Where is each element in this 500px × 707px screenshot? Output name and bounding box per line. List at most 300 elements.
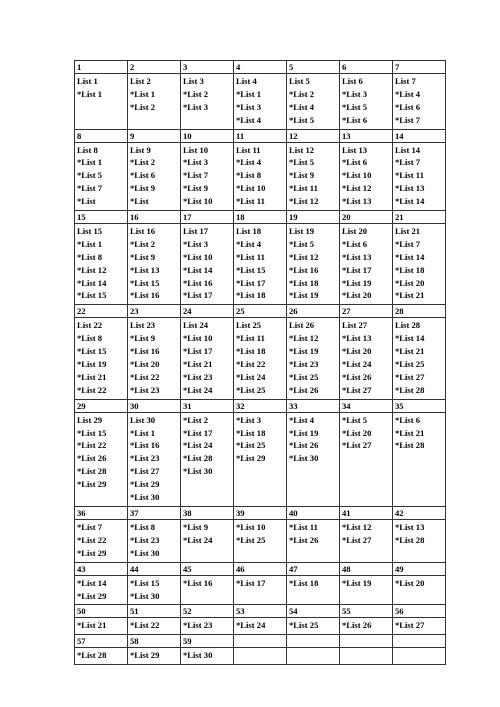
list-entry: *List 5 bbox=[289, 114, 315, 125]
list-entry: List 27 bbox=[342, 320, 368, 331]
list-entry: *List 25 bbox=[236, 440, 266, 451]
cell-number: 34 bbox=[340, 399, 393, 412]
cell-number: 4 bbox=[234, 61, 287, 74]
list-entry: *List 26 bbox=[77, 453, 107, 464]
list-entry: *List 26 bbox=[342, 620, 372, 631]
list-cell bbox=[393, 224, 446, 305]
list-entry: *List 12 bbox=[342, 521, 372, 532]
list-cell bbox=[393, 575, 446, 605]
list-cell bbox=[340, 74, 393, 130]
cell-number: 15 bbox=[75, 211, 128, 224]
list-entry: *List 14 bbox=[77, 277, 107, 288]
list-cell bbox=[181, 618, 234, 635]
list-cell bbox=[287, 519, 340, 562]
list-entry: *List 9 bbox=[183, 521, 209, 532]
list-row bbox=[75, 648, 446, 665]
cell-number: 11 bbox=[234, 129, 287, 142]
list-entry: *List 29 bbox=[77, 547, 107, 558]
list-entry: *List 21 bbox=[395, 427, 425, 438]
list-cell bbox=[287, 318, 340, 399]
list-entry: *List 11 bbox=[236, 196, 265, 207]
list-entry: *List 12 bbox=[289, 196, 319, 207]
list-entry: *List 12 bbox=[289, 333, 319, 344]
list-entry: *List 26 bbox=[289, 534, 319, 545]
list-entry: *List 19 bbox=[289, 346, 319, 357]
list-entry: *List 27 bbox=[342, 440, 372, 451]
list-entry: *List 16 bbox=[183, 577, 213, 588]
number-row bbox=[75, 61, 446, 74]
list-entry: List 17 bbox=[183, 226, 209, 237]
list-entry: *List 27 bbox=[342, 534, 372, 545]
list-cell bbox=[128, 519, 181, 562]
list-entry: *List 26 bbox=[289, 440, 319, 451]
list-entry: *List 12 bbox=[289, 251, 319, 262]
cell-number: 41 bbox=[340, 506, 393, 519]
list-entry: *List 21 bbox=[77, 620, 107, 631]
list-entry: *List 8 bbox=[77, 251, 103, 262]
list-cell bbox=[234, 618, 287, 635]
list-entry: *List 24 bbox=[342, 359, 372, 370]
list-entry: *List 5 bbox=[342, 101, 368, 112]
list-cell bbox=[340, 575, 393, 605]
list-cell bbox=[340, 318, 393, 399]
list-entry: *List 2 bbox=[130, 157, 156, 168]
list-cell bbox=[75, 519, 128, 562]
list-entry: *List 7 bbox=[395, 238, 421, 249]
list-entry: *List 4 bbox=[236, 114, 262, 125]
cell-number: 7 bbox=[393, 61, 446, 74]
list-cell bbox=[234, 74, 287, 130]
list-cell bbox=[75, 648, 128, 665]
list-cell bbox=[75, 618, 128, 635]
list-entry: *List 19 bbox=[289, 427, 319, 438]
list-entry: *List 4 bbox=[289, 414, 315, 425]
list-entry: *List 14 bbox=[395, 333, 425, 344]
list-entry: *List 2 bbox=[183, 414, 209, 425]
list-entry: *List 19 bbox=[77, 359, 107, 370]
list-cell bbox=[393, 412, 446, 506]
list-entry: *List 13 bbox=[342, 196, 372, 207]
list-row bbox=[75, 618, 446, 635]
list-row bbox=[75, 74, 446, 130]
list-entry: List 7 bbox=[395, 76, 416, 86]
list-entry: *List 16 bbox=[183, 277, 213, 288]
list-entry: *List 17 bbox=[183, 427, 213, 438]
cell-number bbox=[234, 635, 287, 648]
cell-number: 9 bbox=[128, 129, 181, 142]
list-entry: *List 29 bbox=[130, 479, 160, 490]
list-cell bbox=[128, 575, 181, 605]
list-entry: *List 30 bbox=[130, 590, 160, 601]
list-cell bbox=[75, 142, 128, 210]
list-entry: *List 17 bbox=[183, 290, 213, 301]
list-cell bbox=[128, 648, 181, 665]
list-entry: *List 20 bbox=[342, 290, 372, 301]
list-entry: *List 18 bbox=[395, 264, 425, 275]
list-entry: *List 9 bbox=[130, 333, 156, 344]
cell-number: 8 bbox=[75, 129, 128, 142]
list-entry: List 1 bbox=[77, 76, 98, 86]
list-entry: *List 18 bbox=[236, 346, 266, 357]
list-entry: List 4 bbox=[236, 76, 257, 86]
cell-number: 35 bbox=[393, 399, 446, 412]
list-entry: *List 18 bbox=[236, 290, 266, 301]
list-entry: *List 29 bbox=[77, 479, 107, 490]
list-entry: *List 20 bbox=[130, 359, 160, 370]
list-entry: *List 15 bbox=[77, 427, 107, 438]
cell-number: 23 bbox=[128, 305, 181, 318]
list-entry: *List 22 bbox=[130, 620, 160, 631]
cell-number: 45 bbox=[181, 562, 234, 575]
number-row bbox=[75, 605, 446, 618]
list-entry: *List 11 bbox=[236, 333, 265, 344]
cell-number bbox=[340, 635, 393, 648]
list-entry: *List 10 bbox=[183, 251, 213, 262]
list-entry: *List 30 bbox=[130, 492, 160, 503]
list-entry: *List 28 bbox=[395, 534, 425, 545]
list-cell bbox=[287, 618, 340, 635]
cell-number: 13 bbox=[340, 129, 393, 142]
list-entry: *List 24 bbox=[183, 534, 213, 545]
list-entry: List 16 bbox=[130, 226, 156, 237]
list-entry: *List 10 bbox=[183, 196, 213, 207]
list-cell bbox=[393, 318, 446, 399]
list-entry: *List 22 bbox=[236, 359, 266, 370]
list-cell bbox=[340, 648, 393, 665]
cell-number: 6 bbox=[340, 61, 393, 74]
list-cell bbox=[393, 142, 446, 210]
list-entry: *List bbox=[130, 196, 149, 207]
list-entry: *List 15 bbox=[130, 277, 160, 288]
number-row bbox=[75, 506, 446, 519]
cell-number: 47 bbox=[287, 562, 340, 575]
list-cell bbox=[234, 648, 287, 665]
cell-number: 52 bbox=[181, 605, 234, 618]
number-row bbox=[75, 129, 446, 142]
list-cell bbox=[181, 224, 234, 305]
list-entry: *List 15 bbox=[77, 346, 107, 357]
list-entry: *List 6 bbox=[395, 101, 421, 112]
list-row bbox=[75, 224, 446, 305]
cell-number: 46 bbox=[234, 562, 287, 575]
list-cell bbox=[75, 575, 128, 605]
list-entry: *List 7 bbox=[77, 521, 103, 532]
cell-number: 31 bbox=[181, 399, 234, 412]
list-cell bbox=[393, 519, 446, 562]
list-entry: *List 6 bbox=[130, 170, 156, 181]
list-entry: *List 30 bbox=[289, 453, 319, 464]
list-entry: *List 28 bbox=[77, 650, 107, 661]
list-cell bbox=[234, 142, 287, 210]
list-entry: *List 30 bbox=[130, 547, 160, 558]
list-entry: List 21 bbox=[395, 226, 421, 237]
number-row bbox=[75, 211, 446, 224]
list-entry: *List 3 bbox=[183, 101, 209, 112]
list-entry: List 2 bbox=[130, 76, 151, 86]
list-entry: *List 25 bbox=[395, 359, 425, 370]
list-entry: *List 19 bbox=[289, 290, 319, 301]
list-entry: *List 24 bbox=[236, 371, 266, 382]
cell-number: 56 bbox=[393, 605, 446, 618]
list-entry: *List 27 bbox=[395, 620, 425, 631]
list-entry: *List 7 bbox=[395, 114, 421, 125]
list-entry: *List 10 bbox=[342, 170, 372, 181]
list-entry: *List 23 bbox=[289, 359, 319, 370]
list-entry: *List 6 bbox=[342, 157, 368, 168]
list-entry: List 12 bbox=[289, 144, 315, 155]
list-cell bbox=[181, 519, 234, 562]
list-entry: List 20 bbox=[342, 226, 368, 237]
list-entry: List 24 bbox=[183, 320, 209, 331]
cell-number: 50 bbox=[75, 605, 128, 618]
list-entry: *List 4 bbox=[395, 88, 421, 99]
cell-number: 33 bbox=[287, 399, 340, 412]
list-entry: *List 1 bbox=[130, 427, 156, 438]
list-entry: *List 5 bbox=[342, 414, 368, 425]
cell-number: 18 bbox=[234, 211, 287, 224]
cell-number: 38 bbox=[181, 506, 234, 519]
cell-number: 57 bbox=[75, 635, 128, 648]
list-entry: *List 27 bbox=[395, 371, 425, 382]
list-entry: List 5 bbox=[289, 76, 310, 86]
cell-number: 48 bbox=[340, 562, 393, 575]
list-entry: *List 23 bbox=[130, 453, 160, 464]
list-cell bbox=[287, 648, 340, 665]
cell-number: 43 bbox=[75, 562, 128, 575]
list-entry: *List 13 bbox=[342, 251, 372, 262]
list-entry: *List 8 bbox=[77, 333, 103, 344]
list-entry: *List 29 bbox=[77, 590, 107, 601]
cell-number: 42 bbox=[393, 506, 446, 519]
list-entry: *List 17 bbox=[183, 346, 213, 357]
list-entry: *List 20 bbox=[395, 277, 425, 288]
list-entry: List 6 bbox=[342, 76, 363, 86]
list-entry: *List 4 bbox=[289, 101, 315, 112]
list-cell bbox=[128, 318, 181, 399]
list-cell bbox=[340, 618, 393, 635]
list-entry: List 19 bbox=[289, 226, 315, 237]
cell-number bbox=[287, 635, 340, 648]
list-entry: *List 1 bbox=[130, 88, 156, 99]
list-entry: *List 22 bbox=[130, 371, 160, 382]
list-entry: *List 3 bbox=[183, 157, 209, 168]
list-entry: List 18 bbox=[236, 226, 262, 237]
list-cell bbox=[75, 224, 128, 305]
list-entry: *List 7 bbox=[395, 157, 421, 168]
list-entry: *List 18 bbox=[289, 277, 319, 288]
list-entry: *List 25 bbox=[236, 534, 266, 545]
cell-number: 19 bbox=[287, 211, 340, 224]
list-entry: *List 13 bbox=[395, 521, 425, 532]
cell-number: 58 bbox=[128, 635, 181, 648]
list-cell bbox=[181, 74, 234, 130]
list-cell bbox=[340, 142, 393, 210]
cell-number: 17 bbox=[181, 211, 234, 224]
list-cell bbox=[287, 412, 340, 506]
cell-number: 3 bbox=[181, 61, 234, 74]
list-cell bbox=[128, 224, 181, 305]
list-entry: *List 13 bbox=[342, 333, 372, 344]
list-entry: *List bbox=[77, 196, 96, 207]
list-entry: *List 25 bbox=[236, 384, 266, 395]
list-entry: *List 13 bbox=[395, 183, 425, 194]
list-entry: *List 1 bbox=[77, 238, 103, 249]
cell-number: 26 bbox=[287, 305, 340, 318]
list-entry: *List 29 bbox=[236, 453, 266, 464]
list-cell bbox=[287, 575, 340, 605]
list-entry: List 26 bbox=[289, 320, 315, 331]
list-entry: *List 2 bbox=[130, 101, 156, 112]
list-entry: *List 11 bbox=[289, 183, 318, 194]
cell-number: 59 bbox=[181, 635, 234, 648]
list-entry: *List 14 bbox=[183, 264, 213, 275]
list-entry: List 22 bbox=[77, 320, 103, 331]
cell-number: 25 bbox=[234, 305, 287, 318]
list-entry: *List 4 bbox=[236, 238, 262, 249]
list-entry: *List 16 bbox=[130, 440, 160, 451]
list-entry: *List 23 bbox=[183, 620, 213, 631]
cell-number: 49 bbox=[393, 562, 446, 575]
list-entry: *List 22 bbox=[77, 384, 107, 395]
list-entry: *List 18 bbox=[289, 577, 319, 588]
cell-number: 40 bbox=[287, 506, 340, 519]
list-entry: *List 14 bbox=[395, 196, 425, 207]
list-entry: *List 6 bbox=[342, 238, 368, 249]
list-entry: *List 5 bbox=[289, 157, 315, 168]
cell-number: 2 bbox=[128, 61, 181, 74]
list-cell bbox=[287, 142, 340, 210]
cell-number: 10 bbox=[181, 129, 234, 142]
list-entry: *List 26 bbox=[289, 384, 319, 395]
list-entry: *List 6 bbox=[395, 414, 421, 425]
list-cell bbox=[340, 224, 393, 305]
list-row bbox=[75, 519, 446, 562]
list-entry: List 30 bbox=[130, 414, 156, 425]
list-entry: List 25 bbox=[236, 320, 262, 331]
list-entry: *List 13 bbox=[130, 264, 160, 275]
list-cell bbox=[234, 412, 287, 506]
list-entry: List 11 bbox=[236, 144, 261, 155]
cell-number: 27 bbox=[340, 305, 393, 318]
list-entry: List 3 bbox=[183, 76, 204, 86]
list-entry: *List 20 bbox=[342, 427, 372, 438]
list-entry: *List 24 bbox=[183, 440, 213, 451]
list-entry: *List 7 bbox=[183, 170, 209, 181]
list-entry: *List 3 bbox=[236, 414, 262, 425]
list-cell bbox=[234, 224, 287, 305]
cell-number: 28 bbox=[393, 305, 446, 318]
cell-number: 21 bbox=[393, 211, 446, 224]
list-entry: *List 11 bbox=[395, 170, 424, 181]
list-entry: *List 23 bbox=[130, 384, 160, 395]
list-cell bbox=[234, 575, 287, 605]
list-entry: *List 10 bbox=[236, 183, 266, 194]
list-cell bbox=[393, 618, 446, 635]
list-entry: *List 26 bbox=[342, 371, 372, 382]
list-entry: List 15 bbox=[77, 226, 103, 237]
cell-number: 22 bbox=[75, 305, 128, 318]
list-entry: *List 1 bbox=[236, 88, 262, 99]
list-entry: *List 11 bbox=[289, 521, 318, 532]
list-cell bbox=[340, 519, 393, 562]
list-entry: List 13 bbox=[342, 144, 368, 155]
list-entry: *List 8 bbox=[130, 521, 156, 532]
list-cell bbox=[128, 412, 181, 506]
list-entry: *List 4 bbox=[236, 157, 262, 168]
list-entry: *List 29 bbox=[130, 650, 160, 661]
list-cell bbox=[393, 74, 446, 130]
list-entry: *List 21 bbox=[183, 359, 213, 370]
cell-number: 54 bbox=[287, 605, 340, 618]
list-table bbox=[74, 60, 446, 665]
list-entry: *List 20 bbox=[342, 346, 372, 357]
cell-number: 32 bbox=[234, 399, 287, 412]
cell-number: 5 bbox=[287, 61, 340, 74]
list-entry: *List 18 bbox=[236, 427, 266, 438]
list-entry: *List 9 bbox=[130, 183, 156, 194]
list-entry: *List 28 bbox=[77, 466, 107, 477]
list-entry: *List 1 bbox=[77, 88, 103, 99]
list-entry: *List 27 bbox=[130, 466, 160, 477]
list-cell bbox=[128, 142, 181, 210]
cell-number: 12 bbox=[287, 129, 340, 142]
list-entry: List 23 bbox=[130, 320, 156, 331]
cell-number: 44 bbox=[128, 562, 181, 575]
list-entry: *List 25 bbox=[289, 371, 319, 382]
list-entry: *List 21 bbox=[395, 346, 425, 357]
list-entry: *List 3 bbox=[342, 88, 368, 99]
list-entry: *List 7 bbox=[77, 183, 103, 194]
list-entry: List 14 bbox=[395, 144, 421, 155]
list-entry: *List 28 bbox=[395, 440, 425, 451]
list-entry: *List 12 bbox=[77, 264, 107, 275]
list-entry: *List 17 bbox=[236, 577, 266, 588]
list-entry: *List 15 bbox=[236, 264, 266, 275]
number-row bbox=[75, 399, 446, 412]
list-cell bbox=[181, 575, 234, 605]
list-entry: List 10 bbox=[183, 144, 209, 155]
list-cell bbox=[234, 519, 287, 562]
list-entry: *List 9 bbox=[130, 251, 156, 262]
number-row bbox=[75, 305, 446, 318]
list-entry: *List 30 bbox=[183, 466, 213, 477]
list-entry: *List 19 bbox=[342, 577, 372, 588]
list-cell bbox=[128, 74, 181, 130]
list-cell bbox=[181, 318, 234, 399]
list-entry: *List 27 bbox=[342, 384, 372, 395]
list-entry: *List 5 bbox=[289, 238, 315, 249]
list-entry: *List 8 bbox=[236, 170, 262, 181]
list-cell bbox=[393, 648, 446, 665]
list-entry: *List 16 bbox=[289, 264, 319, 275]
list-entry: *List 12 bbox=[342, 183, 372, 194]
list-entry: *List 1 bbox=[77, 157, 103, 168]
number-row bbox=[75, 635, 446, 648]
list-entry: *List 11 bbox=[236, 251, 265, 262]
list-cell bbox=[181, 142, 234, 210]
cell-number: 36 bbox=[75, 506, 128, 519]
cell-number: 53 bbox=[234, 605, 287, 618]
list-entry: *List 20 bbox=[395, 577, 425, 588]
list-entry: *List 6 bbox=[342, 114, 368, 125]
cell-number: 20 bbox=[340, 211, 393, 224]
list-entry: List 28 bbox=[395, 320, 421, 331]
list-entry: *List 30 bbox=[183, 650, 213, 661]
cell-number: 14 bbox=[393, 129, 446, 142]
list-entry: *List 14 bbox=[395, 251, 425, 262]
list-entry: *List 19 bbox=[342, 277, 372, 288]
list-cell bbox=[75, 318, 128, 399]
